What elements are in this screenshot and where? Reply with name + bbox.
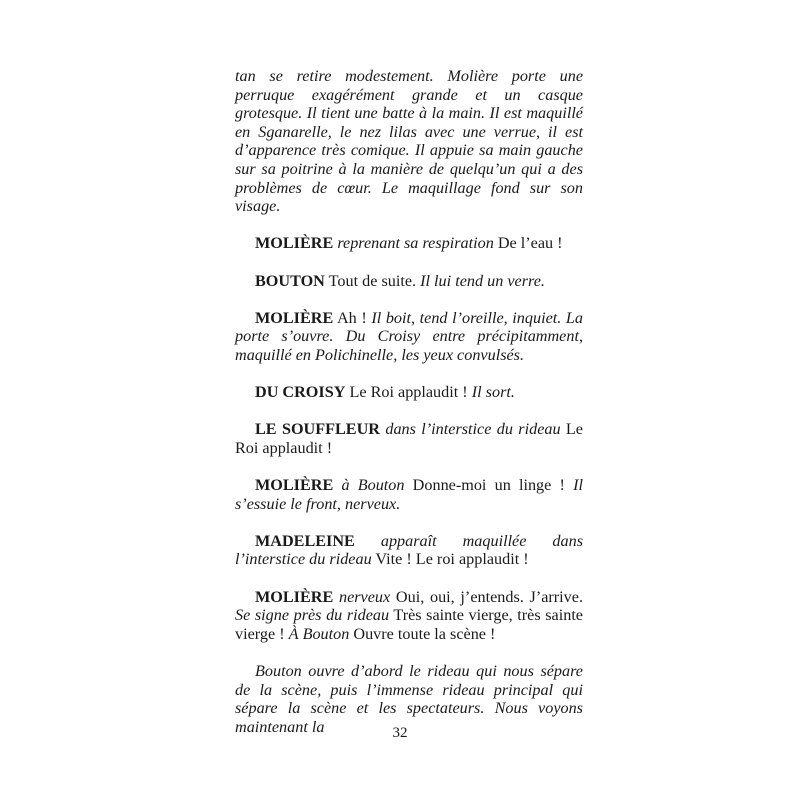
dialogue-paragraph <box>235 532 583 569</box>
dialogue-paragraph <box>235 588 583 644</box>
dialogue-paragraph <box>235 383 583 402</box>
stage-direction: nerveux <box>338 587 391 606</box>
speaker-name: MOLIÈRE <box>255 476 334 495</box>
stage-direction: Il sort. <box>471 383 515 402</box>
stage-direction: reprenant sa respiration <box>337 234 494 253</box>
speaker-name: MOLIÈRE <box>255 308 334 327</box>
spoken-text: Le Roi applaudit ! <box>345 383 472 402</box>
spoken-text: Donne-moi un linge ! <box>404 476 574 495</box>
dialogue-paragraph <box>235 476 583 513</box>
dialogue-paragraph <box>235 420 583 457</box>
stage-direction: tan se retire modestement. Molière porte une perruque exagérément grande et un casque grotesque. Il tient une batte à la main. Il est maquillé en Sganarelle, le nez lilas avec une verrue, il est d’apparence très comique. Il appuie sa main gauche sur sa poitrine à la manière de quelqu’un qui a des problèmes de cœur. Le maquillage fond sur son visage. <box>235 67 583 216</box>
spoken-text: Ouvre toute la scène ! <box>349 624 496 643</box>
stage-direction: Il lui tend un verre. <box>420 271 545 290</box>
speaker-name: MADELEINE <box>255 531 355 550</box>
speaker-name: MOLIÈRE <box>255 234 334 253</box>
dialogue-paragraph <box>235 272 583 291</box>
dialogue-paragraph <box>235 309 583 365</box>
spoken-text: Le Roi applaudit ! <box>235 420 583 457</box>
speaker-name: MOLIÈRE <box>255 587 334 606</box>
spoken-text: Tout de suite. <box>324 271 421 290</box>
spoken-text: Oui, oui, j’entends. J’arrive. <box>390 587 584 606</box>
stage-direction: Se signe près du rideau <box>235 606 390 625</box>
stage-direction: dans l’interstice du rideau <box>385 420 561 439</box>
spoken-text: Ah ! <box>333 308 372 327</box>
stage-direction: Bouton ouvre d’abord le rideau qui nous sépare de la scène, puis l’immense rideau principal qui sépare la scène et les spectateurs. Nous voyons maintenant la <box>235 662 583 736</box>
spoken-text <box>355 532 381 550</box>
stage-direction-paragraph <box>235 67 583 216</box>
dialogue-paragraph <box>235 234 583 253</box>
speaker-name: LE SOUFFLEUR <box>255 420 380 439</box>
speaker-name: DU CROISY <box>255 383 346 402</box>
stage-direction: Il s’essuie le front, nerveux. <box>235 476 583 513</box>
page-number: 32 <box>392 725 408 741</box>
stage-direction: Il boit, tend l’oreille, inquiet. La porte s’ouvre. Du Croisy entre précipitamment, maquillé en Polichinelle, les yeux convulsés. <box>235 308 583 364</box>
spoken-text: Très sainte vierge, très sainte vierge ! <box>235 606 583 643</box>
stage-direction: à Bouton <box>341 476 405 495</box>
spoken-text: De l’eau ! <box>493 234 563 253</box>
play-text <box>235 67 583 736</box>
speaker-name: BOUTON <box>255 271 325 290</box>
stage-direction: À Bouton <box>288 624 350 643</box>
stage-direction: apparaît maquillée dans l’interstice du rideau <box>235 531 583 569</box>
spoken-text: Vite ! Le roi applaudit ! <box>371 550 529 569</box>
